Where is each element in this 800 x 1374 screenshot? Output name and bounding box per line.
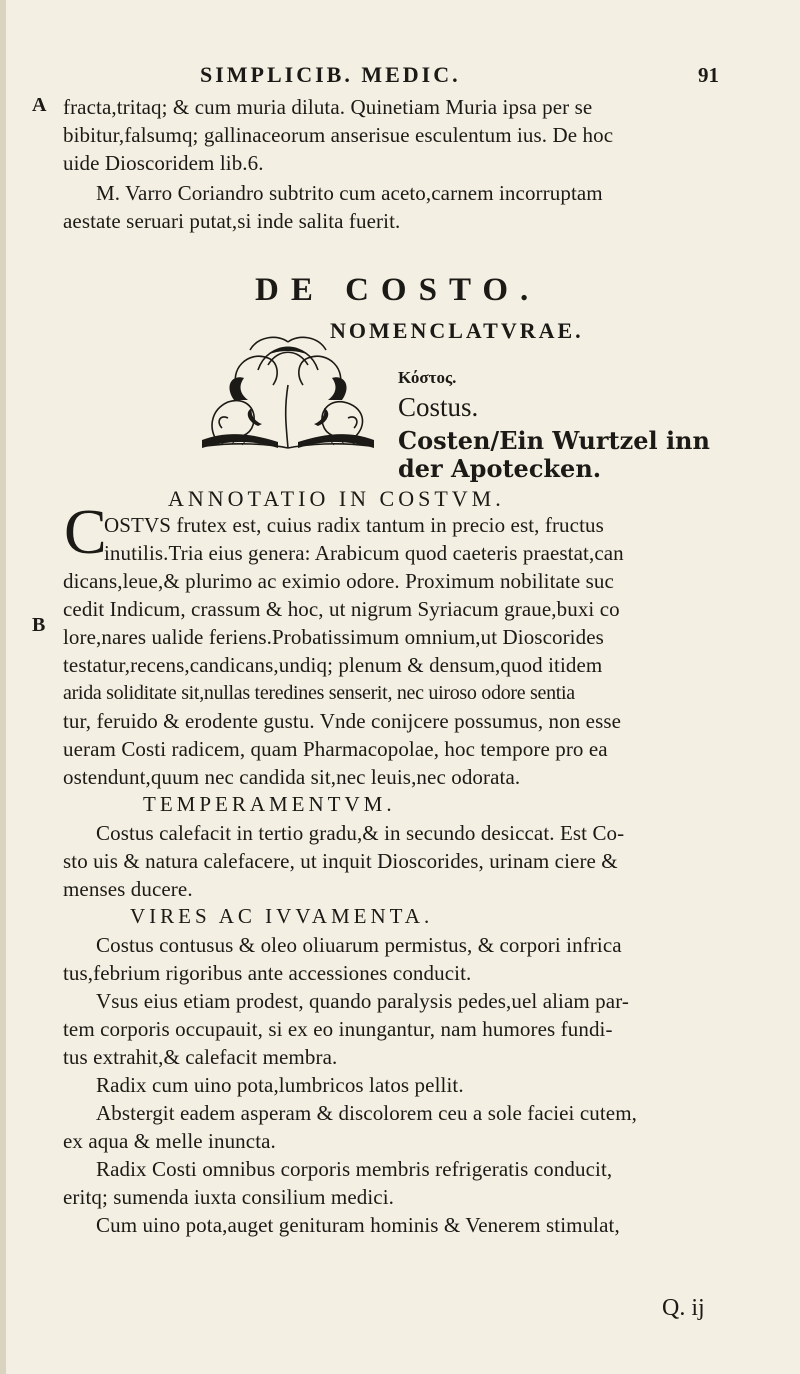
text-line: aestate seruari putat,si inde salita fuerit. <box>63 209 401 233</box>
margin-letter-a: A <box>32 94 47 116</box>
folio-number: 91 <box>698 63 719 87</box>
text-line: lore,nares ualide feriens.Probatissimum omnium,ut Dioscorides <box>63 625 604 649</box>
nomenclature-heading: NOMENCLATVRAE. <box>330 318 584 343</box>
catchword: Q. ij <box>662 1295 705 1321</box>
page-edge <box>0 0 6 1374</box>
greek-name: Κόστος. <box>398 368 457 387</box>
text-line: eritq; sumenda iuxta consilium medici. <box>63 1185 394 1209</box>
text-line: ex aqua & melle inuncta. <box>63 1129 276 1153</box>
text-line: tus extrahit,& calefacit membra. <box>63 1045 338 1069</box>
chapter-title: DE COSTO. <box>255 272 541 308</box>
drop-capital: C <box>64 496 107 567</box>
annotatio-heading: ANNOTATIO IN COSTVM. <box>168 486 505 511</box>
text-line: M. Varro Coriandro subtrito cum aceto,carnem incorruptam <box>96 181 603 205</box>
text-line: Costus contusus & oleo oliuarum permistus, & corpori infrica <box>96 933 622 957</box>
text-line: cedit Indicum, crassum & hoc, ut nigrum Syriacum graue,buxi co <box>63 597 620 621</box>
text-line: ueram Costi radicem, quam Pharmacopolae, hoc tempore pro ea <box>63 737 608 761</box>
text-line: Vsus eius etiam prodest, quando paralysis pedes,uel aliam par- <box>96 989 629 1013</box>
text-line: Costus calefacit in tertio gradu,& in secundo desiccat. Est Co- <box>96 821 625 845</box>
margin-letter-b: B <box>32 614 46 636</box>
text-line: arida soliditate sit,nullas teredines senserit, nec uiroso odore sentia <box>63 682 575 704</box>
text-line: menses ducere. <box>63 877 193 901</box>
text-line: OSTVS frutex est, cuius radix tantum in precio est, fructus <box>104 513 604 537</box>
text-line: Radix cum uino pota,lumbricos latos pellit. <box>96 1073 464 1097</box>
text-line: tus,febrium rigoribus ante accessiones conducit. <box>63 961 472 985</box>
text-line: tur, feruido & erodente gustu. Vnde conijcere possumus, non esse <box>63 709 622 733</box>
text-line: testatur,recens,candicans,undiq; plenum & densum,quod itidem <box>63 653 603 677</box>
latin-name: Costus. <box>398 392 479 422</box>
text-line: bibitur,falsumq; gallinaceorum anserisue esculentum ius. De hoc <box>63 123 614 147</box>
text-line: fracta,tritaq; & cum muria diluta. Quinetiam Muria ipsa per se <box>63 95 593 119</box>
text-line: Cum uino pota,auget genituram hominis & Venerem stimulat, <box>96 1213 620 1237</box>
german-name-line-1: Costen/Ein Wurtzel inn <box>398 426 710 455</box>
text-line: dicans,leue,& plurimo ac eximio odore. Proximum nobilitate suc <box>63 569 614 593</box>
vires-heading: VIRES AC IVVAMENTA. <box>130 904 434 928</box>
temperamentum-heading: TEMPERAMENTVM. <box>143 792 396 816</box>
text-line: sto uis & natura calefacere, ut inquit Dioscorides, urinam ciere & <box>63 849 618 873</box>
costus-plant-woodcut <box>198 330 378 455</box>
text-line: inutilis.Tria eius genera: Arabicum quod caeteris praestat,can <box>104 541 624 565</box>
text-line: ostendunt,quum nec candida sit,nec leuis,nec odorata. <box>63 765 521 789</box>
text-line: tem corporis occupauit, si ex eo inungantur, nam humores fundi- <box>63 1017 613 1041</box>
text-line: uide Dioscoridem lib.6. <box>63 151 264 175</box>
german-name-line-2: der Apotecken. <box>398 454 602 483</box>
text-line: Abstergit eadem asperam & discolorem ceu a sole faciei cutem, <box>96 1101 638 1125</box>
text-line: Radix Costi omnibus corporis membris refrigeratis conducit, <box>96 1157 613 1181</box>
running-head: SIMPLICIB. MEDIC. <box>200 62 461 87</box>
